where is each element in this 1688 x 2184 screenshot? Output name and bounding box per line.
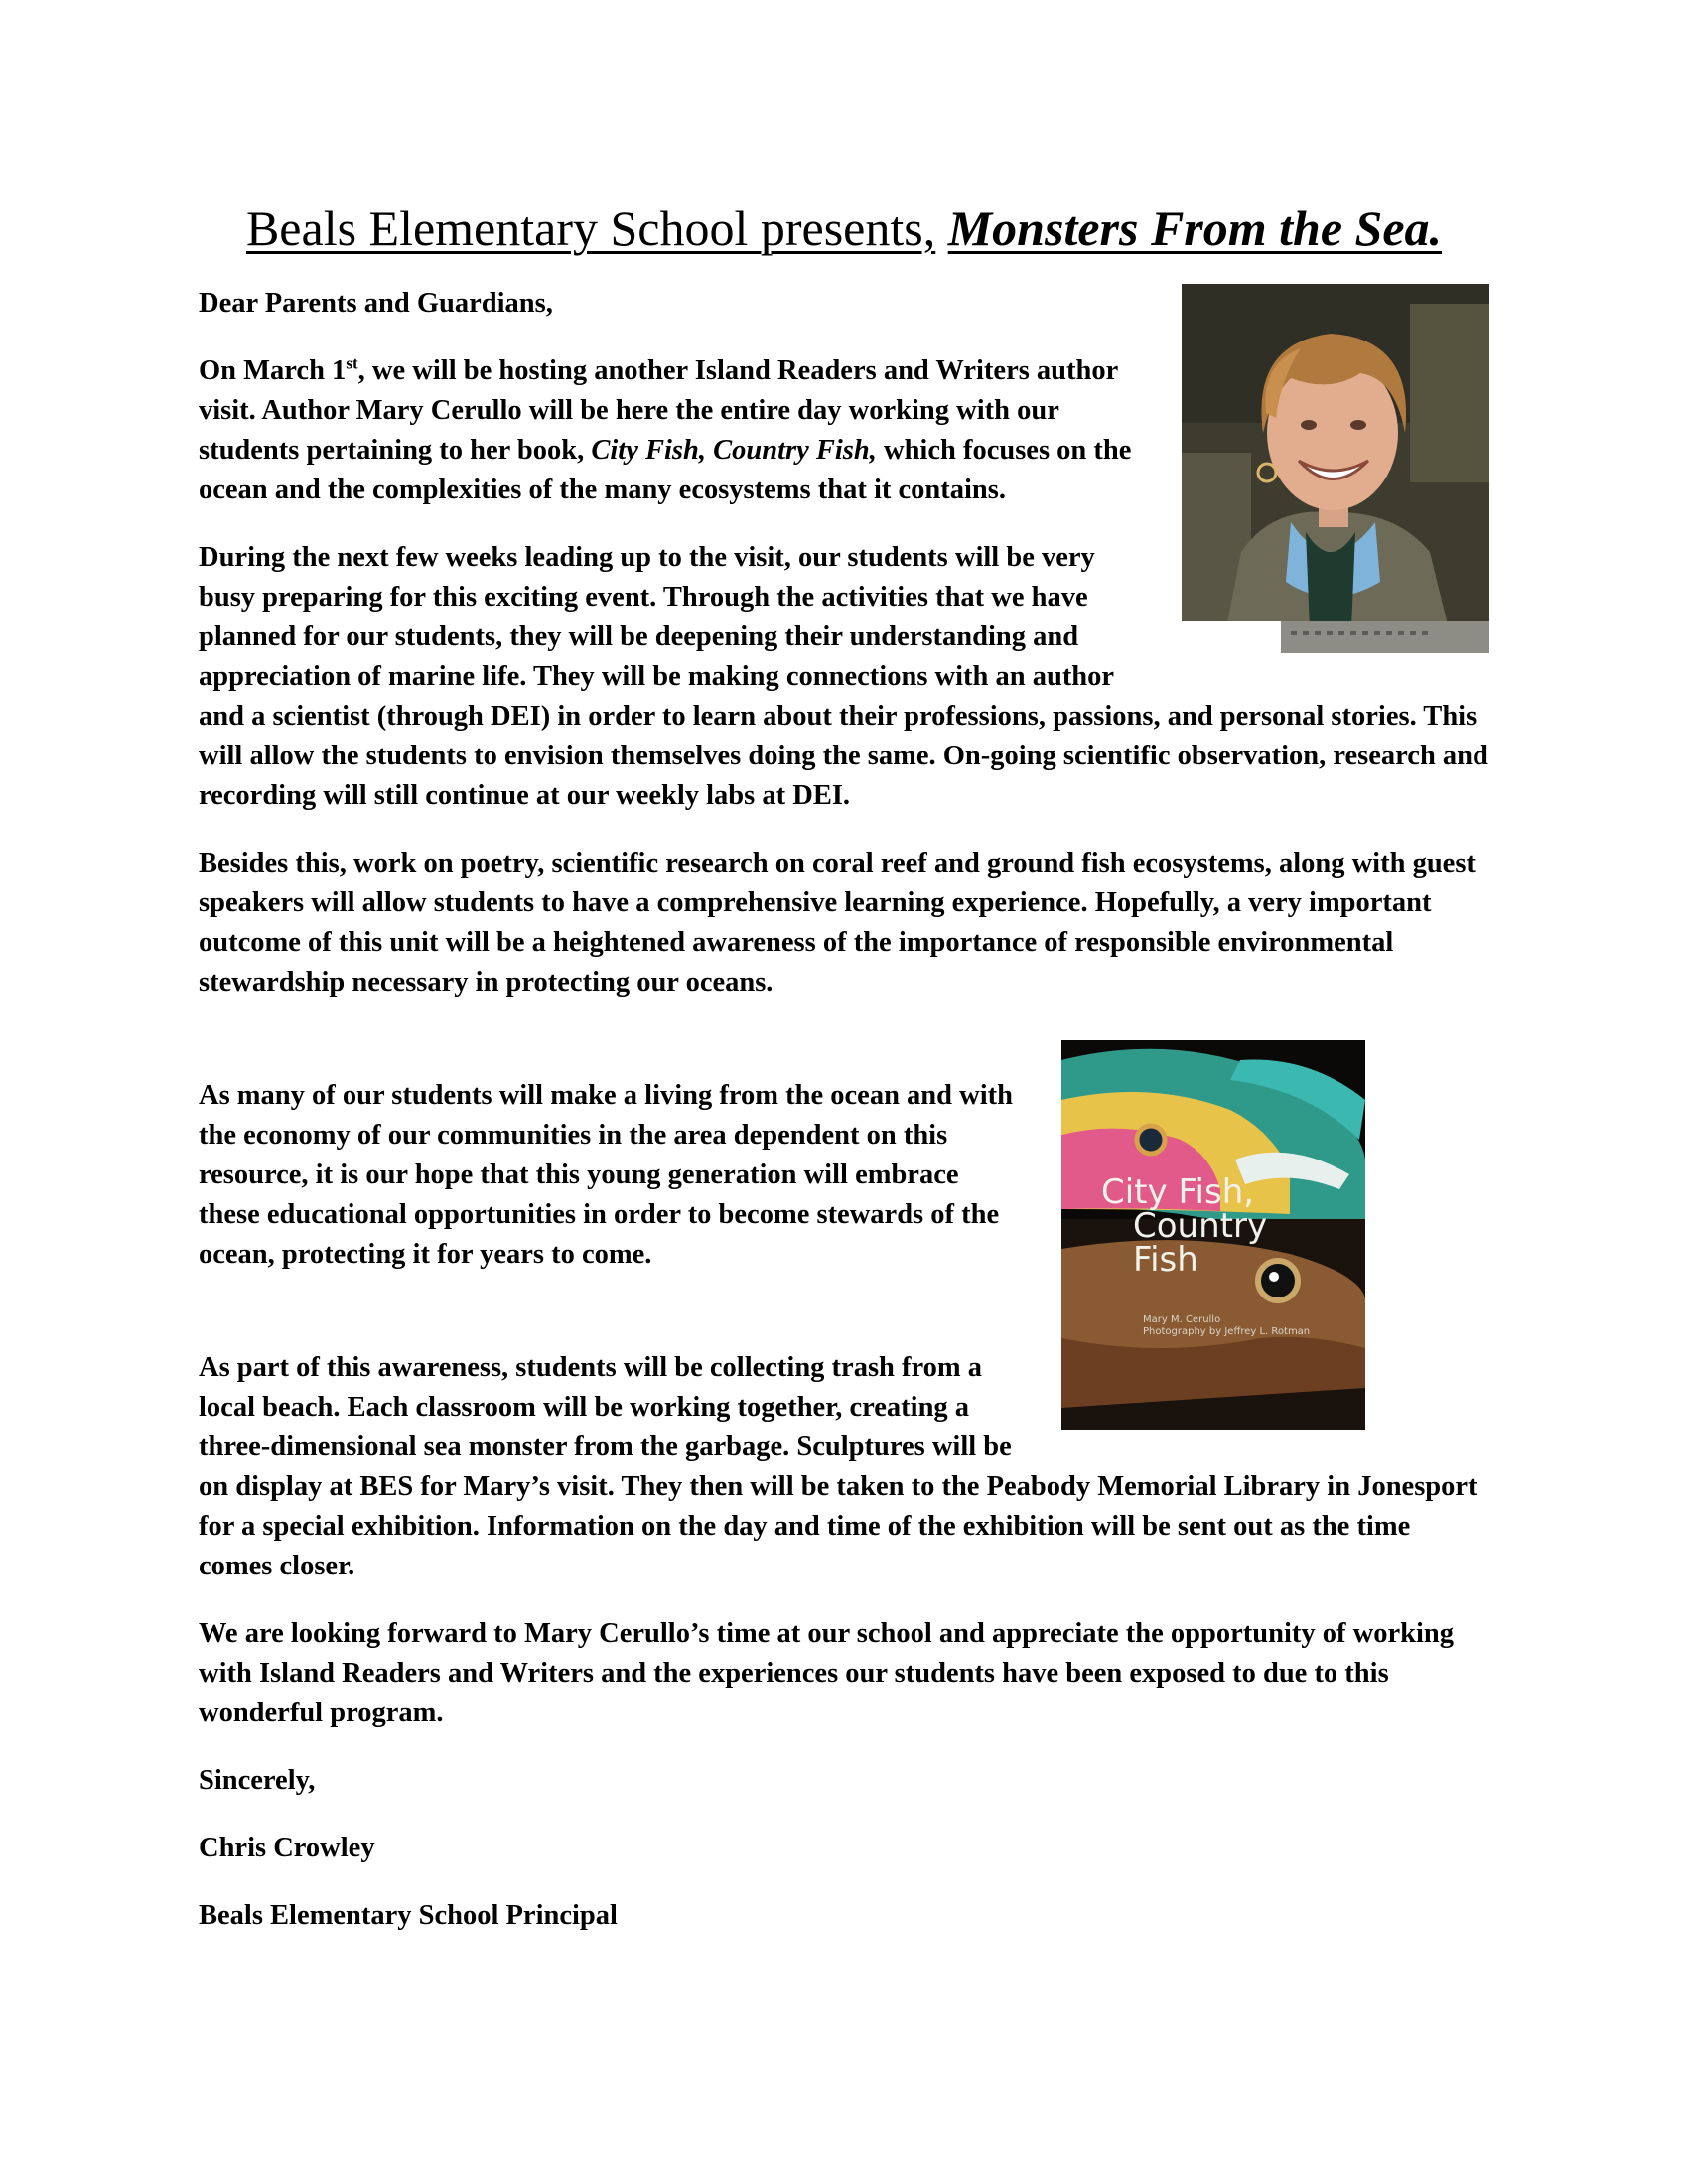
cover-photographer: Photography by Jeffrey L. Rotman: [1143, 1326, 1311, 1337]
closing: Sincerely,: [199, 1765, 316, 1796]
author-photo: [1182, 284, 1489, 653]
cover-title-line-1: City Fish,: [1101, 1172, 1255, 1212]
paragraph-3: Besides this, work on poetry, scientific research on coral reef and ground fish ecosystems, along with guest speakers will allow students to have a comprehensive learning experience. Hopefully, a very important outcome of this unit will be a heightened awareness of the importance of responsible environmental stewardship necessary in protecting our oceans.: [199, 848, 1476, 998]
book-cover-title: [1101, 1172, 1268, 1280]
p1-superscript: st: [346, 353, 358, 373]
signer-title: Beals Elementary School Principal: [199, 1900, 618, 1931]
paragraph-5: As part of this awareness, students will be collecting trash from a local beach. Each classroom will be working together, creating a three-dimensional sea monster from the garbage. Sculptures will be on display at BES for Mary’s visit. They then will be taken to the Peabody Memorial Library in Jonesport for a special exhibition. Information on the day and time of the exhibition will be sent out as the time comes closer.: [199, 1352, 1477, 1581]
title-prefix: Beals Elementary School presents,: [245, 201, 936, 256]
paragraph-4: As many of our students will make a living from the ocean and with the economy of our communities in the area dependent on this resource, it is our hope that this young generation will embrace these educational opportunities in order to become stewards of the ocean, protecting it for years to come.: [199, 1080, 1013, 1270]
author-portrait-illustration: [1182, 284, 1489, 653]
cover-title-line-3: Fish: [1133, 1240, 1198, 1280]
book-title-inline: City Fish, Country Fish,: [591, 435, 877, 466]
paragraph-6: We are looking forward to Mary Cerullo’s time at our school and appreciate the opportunity of working with Island Readers and Writers and the experiences our students have been exposed to due to this wonderful program.: [199, 1618, 1454, 1728]
signer-name: Chris Crowley: [199, 1833, 375, 1863]
p1-lead: On March 1: [199, 355, 347, 386]
letter-body: [199, 284, 1489, 1964]
cover-author: Mary M. Cerullo: [1143, 1314, 1221, 1325]
book-cover-credits: [1143, 1314, 1310, 1338]
p1-text: , we will be hosting another Island Readers and Writers author visit. Author Mary Cerullo will be here the entire day working with our students pertaining to her book,: [199, 355, 1118, 466]
book-cover-image: [1061, 1040, 1365, 1430]
cover-title-line-2: Country: [1133, 1206, 1268, 1246]
title-emphasis: Monsters From the Sea.: [947, 201, 1443, 256]
p1-tail: which focuses on the ocean and the complexities of the many ecosystems that it contains.: [199, 435, 1132, 505]
page-title: [0, 199, 1688, 258]
paragraph-2: During the next few weeks leading up to the visit, our students will be very busy preparing for this exciting event. Through the activities that we have planned for our students, they will be deepening their understanding and appreciation of marine life. They will be making connections with an author and a scientist (through DEI) in order to learn about their professions, passions, and personal stories. This will allow the students to envision themselves doing the same. On-going scientific observation, research and recording will still continue at our weekly labs at DEI.: [199, 542, 1488, 811]
salutation: Dear Parents and Guardians,: [199, 288, 553, 319]
